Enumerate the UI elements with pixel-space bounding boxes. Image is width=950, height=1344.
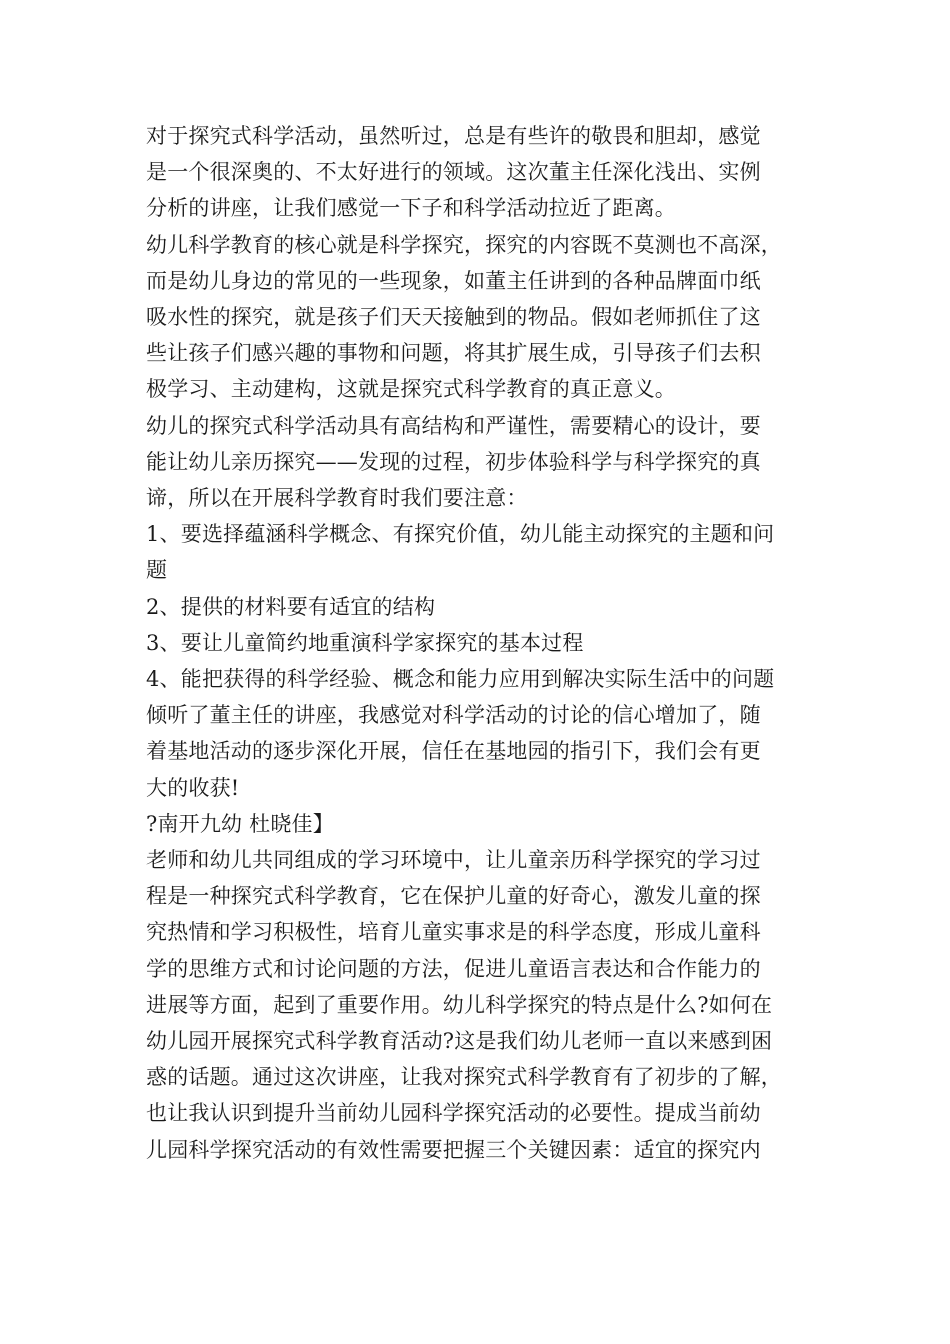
list-item: 1、要选择蕴涵科学概念、有探究价值，幼儿能主动探究的主题和问: [146, 522, 775, 547]
list-item: 3、要让儿童简约地重演科学家探究的基本过程: [146, 630, 584, 655]
text-line: 老师和幼儿共同组成的学习环境中，让儿童亲历科学探究的学习过: [146, 848, 761, 873]
text-line: 些让孩子们感兴趣的事物和问题，将其扩展生成，引导孩子们去积: [146, 341, 761, 366]
text-line: 程是一种探究式科学教育，它在保护儿童的好奇心，激发儿童的探: [146, 884, 761, 909]
text-line: 而是幼儿身边的常见的一些现象，如董主任讲到的各种品牌面巾纸: [146, 268, 761, 293]
text-line: 能让幼儿亲历探究——发现的过程，初步体验科学与科学探究的真: [146, 449, 761, 474]
text-line: 学的思维方式和讨论问题的方法，促进儿童语言表达和合作能力的: [146, 956, 761, 981]
text-line: 倾听了董主任的讲座，我感觉对科学活动的讨论的信心增加了，随: [146, 703, 761, 728]
author-line: ?南开九幼 杜晓佳】: [146, 811, 334, 836]
text-line: 幼儿科学教育的核心就是科学探究，探究的内容既不莫测也不高深，: [146, 232, 782, 257]
text-line: 吸水性的探究，就是孩子们天天接触到的物品。假如老师抓住了这: [146, 305, 761, 330]
document-body: [146, 118, 811, 1168]
text-line: 大的收获!: [146, 775, 240, 800]
text-line: 也让我认识到提升当前幼儿园科学探究活动的必要性。提成当前幼: [146, 1101, 761, 1126]
text-line: 究热情和学习积极性，培育儿童实事求是的科学态度，形成儿童科: [146, 920, 761, 945]
text-line: 对于探究式科学活动，虽然听过，总是有些许的敬畏和胆却，感觉: [146, 124, 761, 148]
text-line: 分析的讲座，让我们感觉一下子和科学活动拉近了距离。: [146, 196, 676, 221]
text-line: 幼儿园开展探究式科学教育活动?这是我们幼儿老师一直以来感到困: [146, 1029, 773, 1054]
text-line: 惑的话题。通过这次讲座，让我对探究式科学教育有了初步的了解，: [146, 1065, 782, 1090]
list-item: 题: [146, 558, 168, 583]
text-line: 幼儿的探究式科学活动具有高结构和严谨性，需要精心的设计，要: [146, 413, 761, 438]
text-line: 进展等方面，起到了重要作用。幼儿科学探究的特点是什么?如何在: [146, 992, 773, 1017]
text-line: 着基地活动的逐步深化开展，信任在基地园的指引下，我们会有更: [146, 739, 761, 764]
list-item: 4、能把获得的科学经验、概念和能力应用到解决实际生活中的问题: [146, 667, 775, 692]
text-line: 谛，所以在开展科学教育时我们要注意：: [146, 486, 528, 511]
text-line: 是一个很深奥的、不太好进行的领域。这次董主任深化浅出、实例: [146, 160, 761, 185]
text-line: 儿园科学探究活动的有效性需要把握三个关键因素：适宜的探究内: [146, 1137, 761, 1162]
text-line: 极学习、主动建构，这就是探究式科学教育的真正意义。: [146, 377, 676, 402]
list-item: 2、提供的材料要有适宜的结构: [146, 594, 436, 619]
